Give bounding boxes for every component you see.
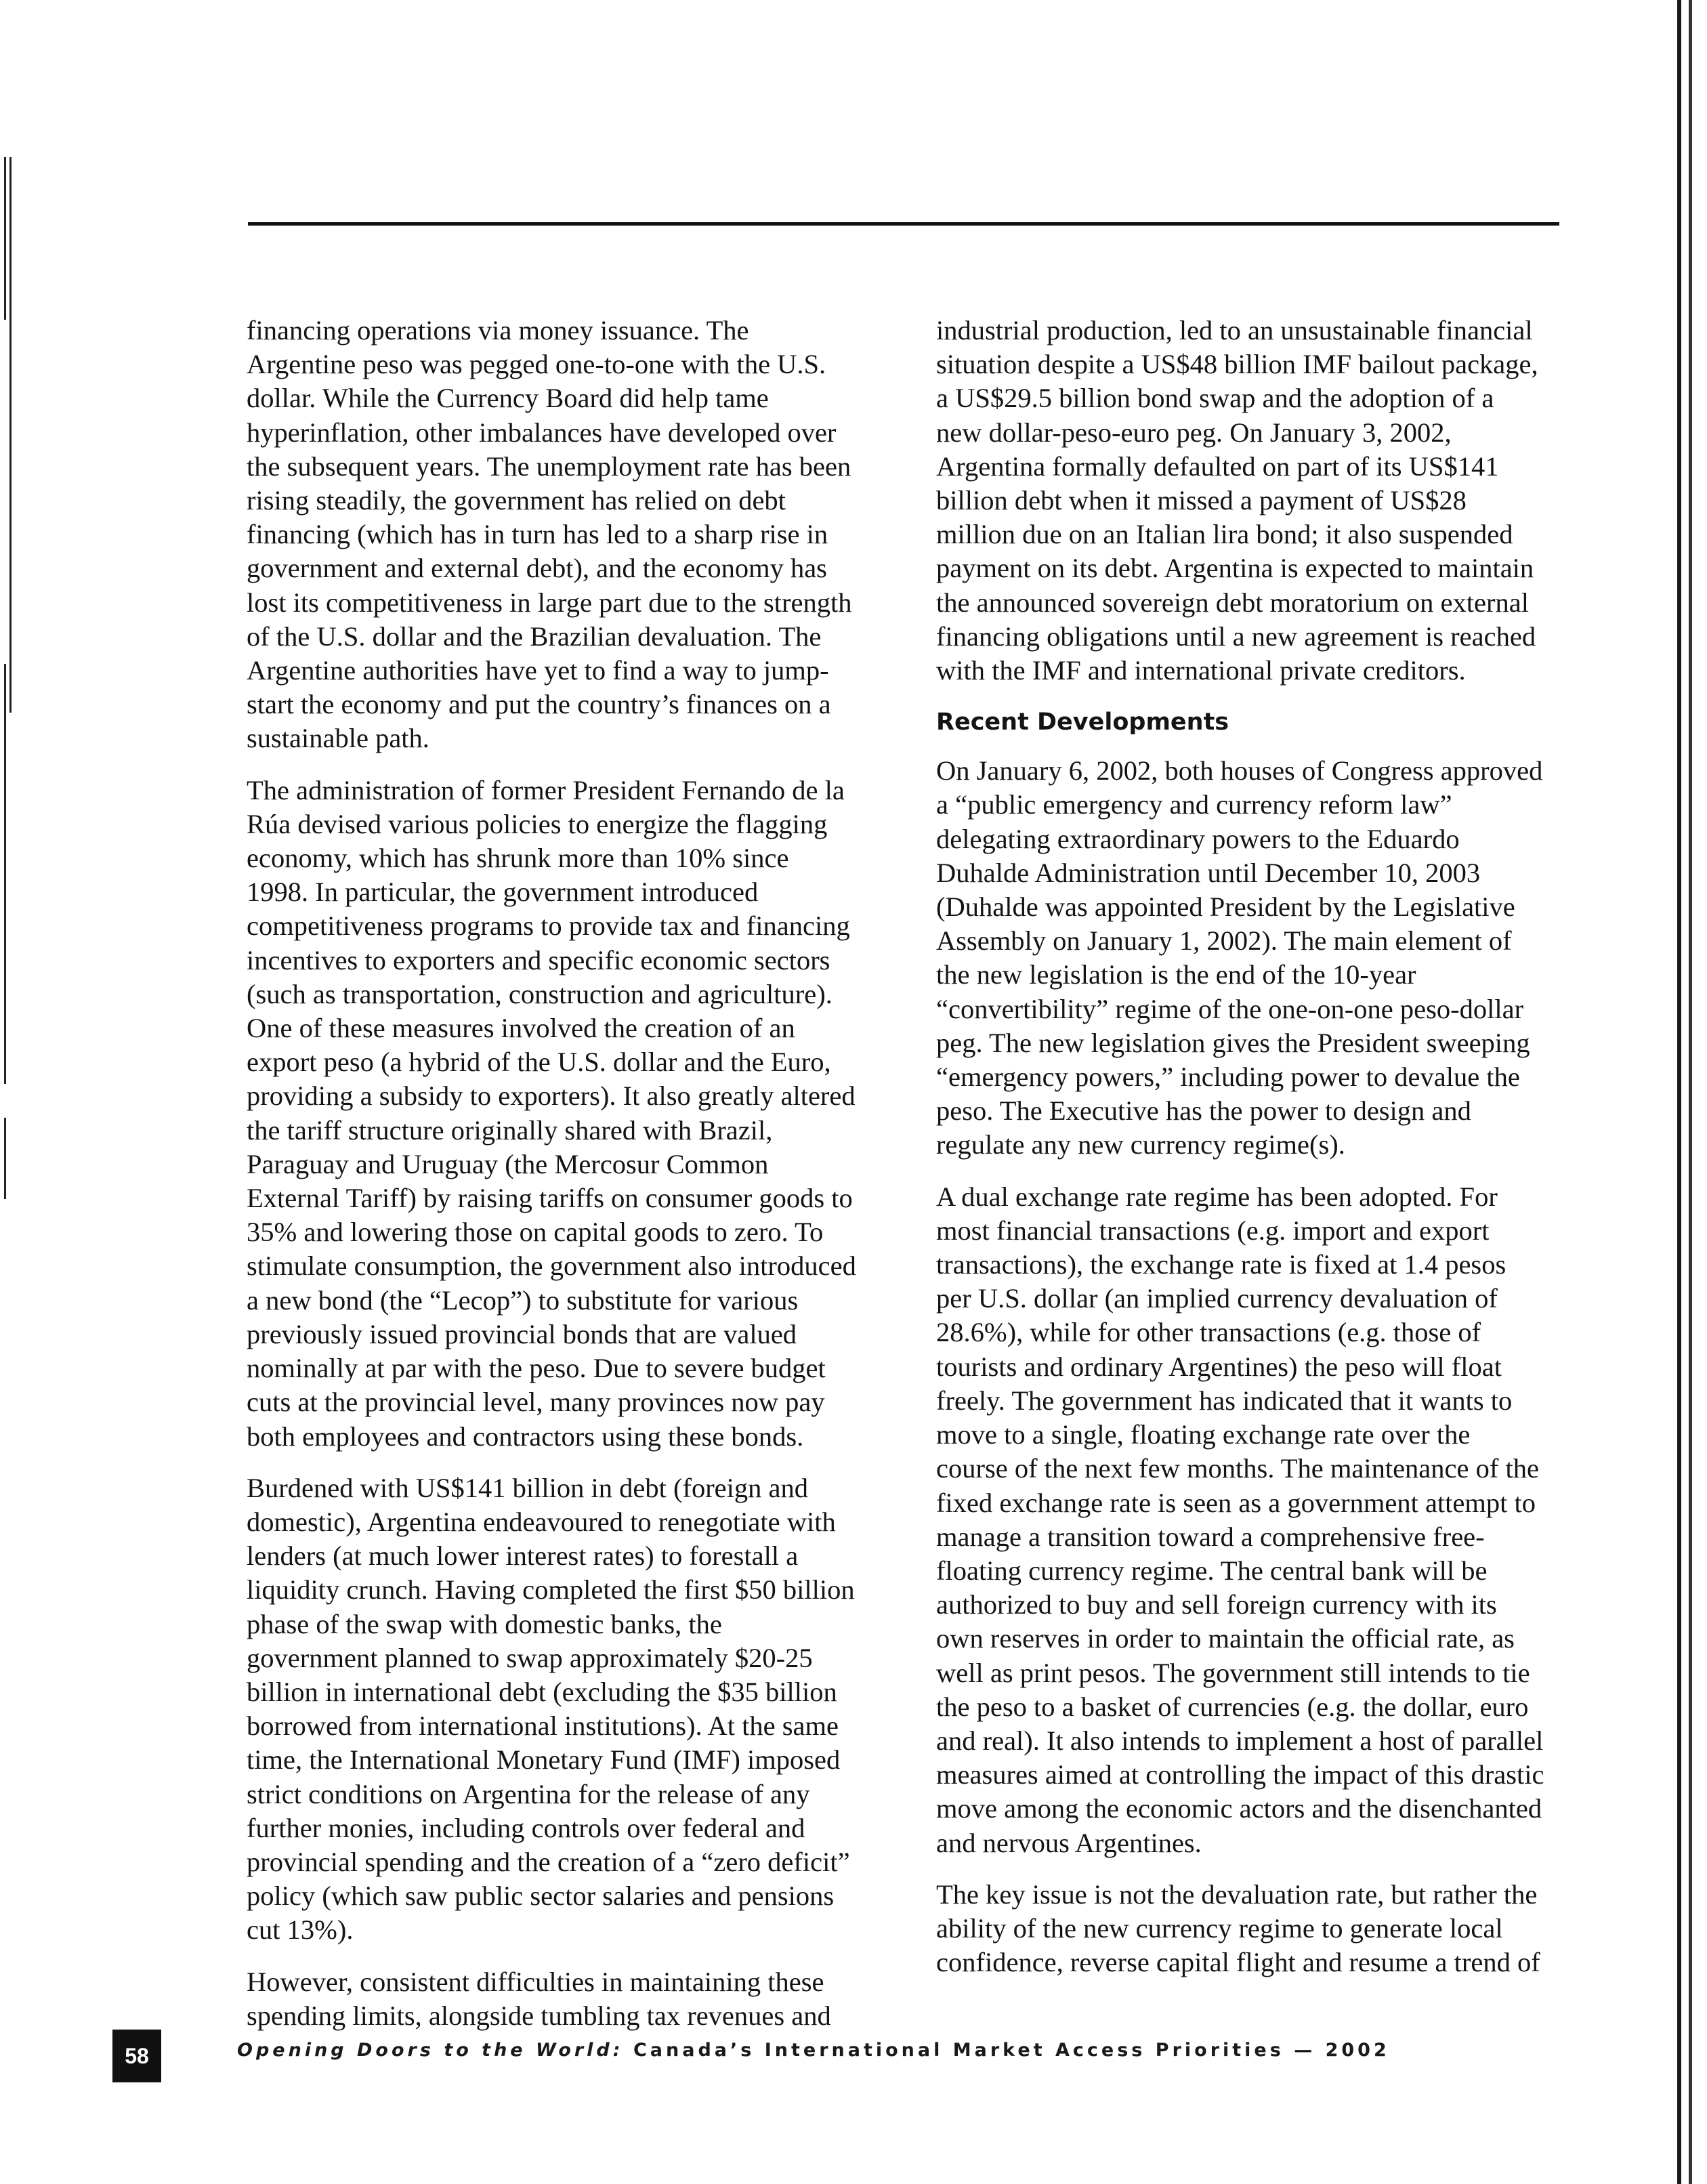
section-heading: Recent Developments <box>936 709 1229 736</box>
paragraph: On January 6, 2002, both houses of Congress approved a “public emergency and currency reform law” delegating extraordinary powers to the Eduardo Duhalde Administration until December 10, 2003 (Duhalde was appointed President by the Legislative Assembly on January 1, 2002). The main element of the new legislation is the end of the 10-year “convertibility” regime of the one-on-one peso-dollar peg. The new legislation gives the President sweeping “emergency powers,” including power to devalue the peso. The Executive has the power to design and regulate any new currency regime(s). <box>936 755 1543 1160</box>
footer-title-italic: Opening Doors to the World: <box>237 2040 624 2061</box>
paragraph: financing operations via money issuance. The Argentine peso was pegged one-to-one with the U.S. dollar. While the Currency Board did help tame hyperinflation, other imbalances have developed over the subsequent years. The unemployment rate has been rising steadily, the government has relied on debt financing (which has in turn has led to a sharp rise in government and external debt), and the economy has lost its competitiveness in large part due to the strength of the U.S. dollar and the Brazilian devaluation. The Argentine authorities have yet to find a way to jump-start the economy and put the country’s finances on a sustainable path. <box>247 315 852 754</box>
scan-mark <box>4 1118 6 1199</box>
paragraph: The administration of former President Fernando de la Rúa devised various policies to energize the flagging economy, which has shrunk more than 10% since 1998. In particular, the government introduced competitiveness programs to provide tax and financing incentives to exporters and specific economic sectors (such as transportation, construction and agriculture). One of these measures involved the creation of an export peso (a hybrid of the U.S. dollar and the Euro, providing a subsidy to exporters). It also greatly altered the tariff structure originally shared with Brazil, Paraguay and Uruguay (the Mercosur Common External Tariff) by raising tariffs on consumer goods to 35% and lowering those on capital goods to zero. To stimulate consumption, the government also introduced a new bond (the “Lecop”) to substitute for various previously issued provincial bonds that are valued nominally at par with the peso. Due to severe budget cuts at the provincial level, many provinces now pay both employees and contractors using these bonds. <box>247 774 856 1452</box>
scan-mark <box>9 157 12 713</box>
paragraph: Burdened with US$141 billion in debt (foreign and domestic), Argentina endeavoured to renegotiate with lenders (at much lower interest rates) to forestall a liquidity crunch. Having completed the first $50 billion phase of the swap with domestic banks, the government planned to swap approximately $20-25 billion in international debt (excluding the $35 billion borrowed from international institutions). At the same time, the International Monetary Fund (IMF) imposed strict conditions on Argentina for the release of any further monies, including controls over federal and provincial spending and the creation of a “zero deficit” policy (which saw public sector salaries and pensions cut 13%). <box>247 1472 855 1946</box>
scan-mark <box>4 664 6 1084</box>
header-rule <box>248 222 1559 226</box>
paragraph: A dual exchange rate regime has been adopted. For most financial transactions (e.g. import and export transactions), the exchange rate is fixed at 1.4 pesos per U.S. dollar (an implied currency devaluation of 28.6%), while for other transactions (e.g. those of tourists and ordinary Argentines) the peso will float freely. The government has indicated that it wants to move to a single, floating exchange rate over the course of the next few months. The maintenance of the fixed exchange rate is seen as a government attempt to manage a transition toward a comprehensive free-floating currency regime. The central bank will be authorized to buy and sell foreign currency with its own reserves in order to maintain the official rate, as well as print pesos. The government still intends to tie the peso to a basket of currencies (e.g. the dollar, euro and real). It also intends to implement a host of parallel measures aimed at controlling the impact of this drastic move among the economic actors and the disenchanted and nervous Argentines. <box>936 1181 1544 1858</box>
right-column <box>936 314 1546 1997</box>
left-column <box>247 314 856 2051</box>
scan-mark <box>4 157 6 320</box>
paragraph: industrial production, led to an unsustainable financial situation despite a US$48 billion IMF bailout package, a US$29.5 billion bond swap and the adoption of a new dollar-peso-euro peg. On January 3, 2002, Argentina formally defaulted on part of its US$141 billion debt when it missed a payment of US$28 million due on an Italian lira bond; it also suspended payment on its debt. Argentina is expected to maintain the announced sovereign debt moratorium on external financing obligations until a new agreement is reached with the IMF and international private creditors. <box>936 315 1538 686</box>
paragraph: However, consistent difficulties in maintaining these spending limits, alongside tumbling tax revenues and <box>247 1966 831 2031</box>
page-number: 58 <box>112 2030 161 2082</box>
running-footer <box>237 2040 1390 2061</box>
paragraph: The key issue is not the devaluation rate, but rather the ability of the new currency regime to generate local confidence, reverse capital flight and resume a trend of <box>936 1878 1540 1978</box>
scan-edge-border <box>1677 0 1692 2184</box>
footer-title: Canada’s International Market Access Priorities — 2002 <box>633 2040 1390 2061</box>
